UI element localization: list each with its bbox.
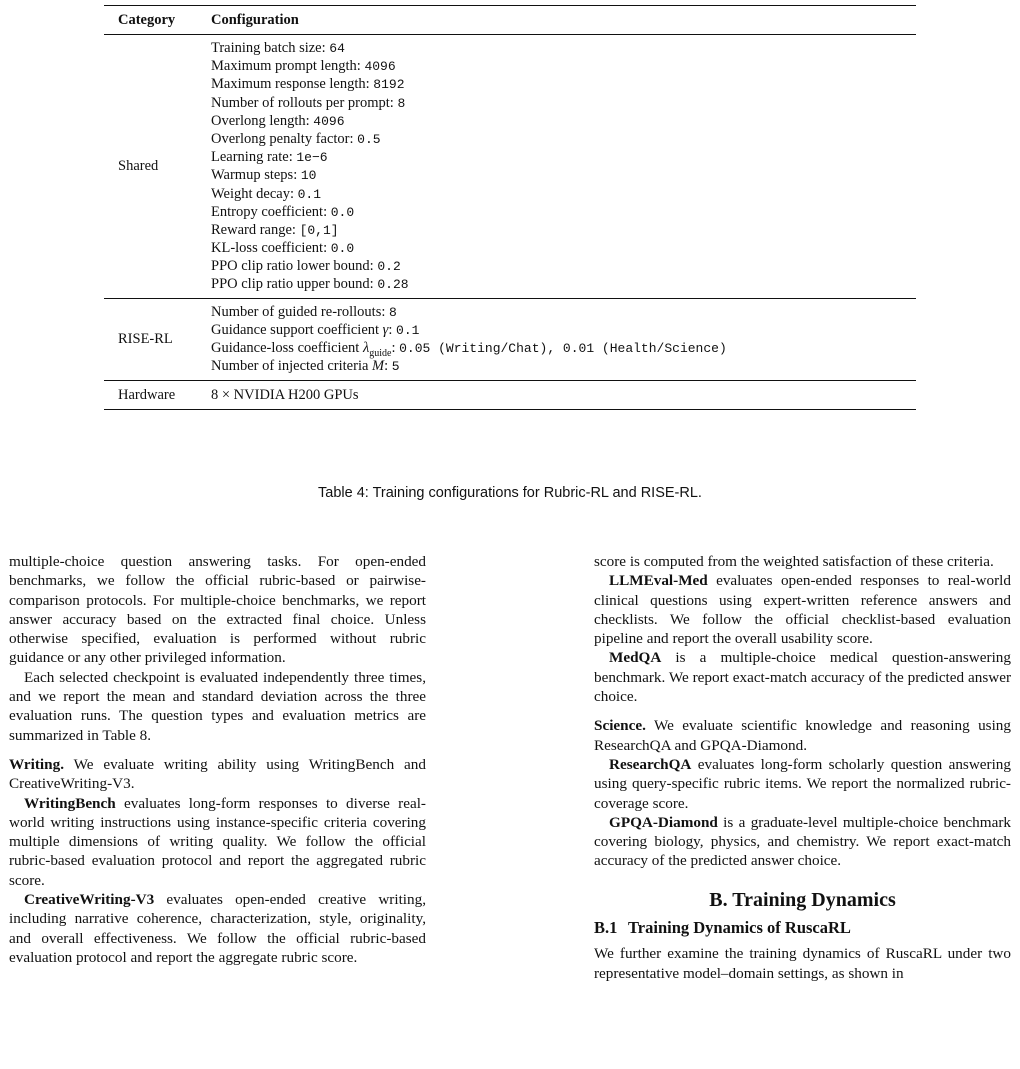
shared-config-item: Overlong length: 4096 <box>211 112 345 129</box>
science-heading: Science. <box>594 717 646 735</box>
section-heading: B. Training Dynamics <box>709 888 896 911</box>
rise-config-list <box>211 303 916 376</box>
hardware-category: Hardware <box>118 386 176 403</box>
left-column <box>9 552 426 967</box>
paragraph-medqa: MedQA is a multiple-choice medical question-answering benchmark. We report exact-match accuracy of the predicted answer choice. <box>594 649 1011 706</box>
subsection-heading: B.1 Training Dynamics of RuscaRL <box>594 918 851 938</box>
shared-config-item: KL-loss coefficient: 0.0 <box>211 240 355 257</box>
paragraph-researchqa: ResearchQA evaluates long-form scholarly question answering using query-specific rubric items. We report the normalized rubric-coverage score. <box>594 755 1011 812</box>
header-configuration: Configuration <box>211 11 299 28</box>
paragraph-criteria: score is computed from the weighted satisfaction of these criteria. <box>594 553 994 570</box>
rise-item-support: Guidance support coefficient γ: 0.1 <box>211 321 420 338</box>
paragraph-eval-protocol: multiple-choice question answering tasks. For open-ended benchmarks, we follow the official rubric-based or pairwise-comparison protocols. For multiple-choice benchmarks, we report answer accuracy based on the extracted final choice. Unless otherwise specified, evaluation is performed without rubric guidance or any other privileged information. <box>9 553 426 667</box>
shared-config-item: Overlong penalty factor: 0.5 <box>211 130 381 147</box>
rise-block <box>104 299 916 381</box>
paragraph-gpqa: GPQA-Diamond is a graduate-level multiple-choice benchmark covering biology, physics, and chemistry. We report exact-match accuracy of the predicted answer choice. <box>594 813 1011 870</box>
header-category: Category <box>118 11 176 28</box>
paragraph-checkpoint: Each selected checkpoint is evaluated independently three times, and we report the mean and standard deviation across the three evaluation runs. The question types and evaluation metrics are summarized in Table 8. <box>9 668 426 744</box>
shared-config-item: Number of rollouts per prompt: 8 <box>211 94 406 111</box>
shared-config-item: PPO clip ratio upper bound: 0.28 <box>211 276 409 293</box>
shared-config-item: Training batch size: 64 <box>211 40 345 56</box>
shared-config-item: Reward range: [0,1] <box>211 221 339 238</box>
paragraph-creativewriting: CreativeWriting-V3 evaluates open-ended creative writing, including narrative coherence, characterization, style, originality, and overall effectiveness. We follow the official rubric-based evaluation protocol and report the aggregate rubric score. <box>9 891 426 966</box>
shared-category: Shared <box>118 157 159 174</box>
shared-config-item: Entropy coefficient: 0.0 <box>211 203 355 220</box>
shared-config-item: Learning rate: 1e−6 <box>211 149 328 166</box>
table-header-row <box>104 6 916 34</box>
table-caption: Table 4: Training configurations for Rubric-RL and RISE-RL. <box>318 485 702 501</box>
shared-config-item: PPO clip ratio lower bound: 0.2 <box>211 258 401 275</box>
paragraph-training-dynamics: We further examine the training dynamics of RuscaRL under two representative model–domain settings, as shown in <box>594 945 1011 982</box>
shared-config-list <box>211 39 916 294</box>
shared-config-item: Weight decay: 0.1 <box>211 185 322 202</box>
shared-block <box>104 35 916 298</box>
hardware-value: 8 × NVIDIA H200 GPUs <box>211 386 359 403</box>
paragraph-writing: Writing. We evaluate writing ability using WritingBench and CreativeWriting-V3. <box>9 755 426 793</box>
config-table <box>104 5 916 410</box>
writing-heading: Writing. <box>9 755 64 773</box>
paragraph-llmeval: LLMEval-Med evaluates open-ended responses to real-world clinical questions using expert-written reference answers and checklists. We follow the official checklist-based evaluation pipeline and report the overall usability score. <box>594 572 1011 648</box>
rise-category: RISE-RL <box>118 330 173 347</box>
rise-item-criteria: Number of injected criteria M: 5 <box>211 358 400 375</box>
shared-config-item: Maximum response length: 8192 <box>211 76 405 93</box>
paragraph-writingbench: WritingBench evaluates long-form responses to diverse real-world writing instructions using instance-specific criteria covering multiple dimensions of writing quality. We follow the official rubric-based evaluation protocol and report the aggregated rubric score. <box>9 794 426 889</box>
shared-config-item: Maximum prompt length: 4096 <box>211 58 396 75</box>
right-column <box>594 552 1011 983</box>
table-bottom-rule <box>104 409 916 410</box>
rise-item-guidance-loss: Guidance-loss coefficient $\lambda_{guide}$: 0.05 (Writing/Chat), 0.01 (Health/Science) <box>211 340 727 359</box>
rise-item-rerollouts: Number of guided re-rollouts: 8 <box>211 303 397 320</box>
hardware-row <box>104 381 916 409</box>
shared-config-item: Warmup steps: 10 <box>211 167 317 184</box>
paragraph-science: Science. We evaluate scientific knowledge and reasoning using ResearchQA and GPQA-Diamond. <box>594 717 1011 754</box>
